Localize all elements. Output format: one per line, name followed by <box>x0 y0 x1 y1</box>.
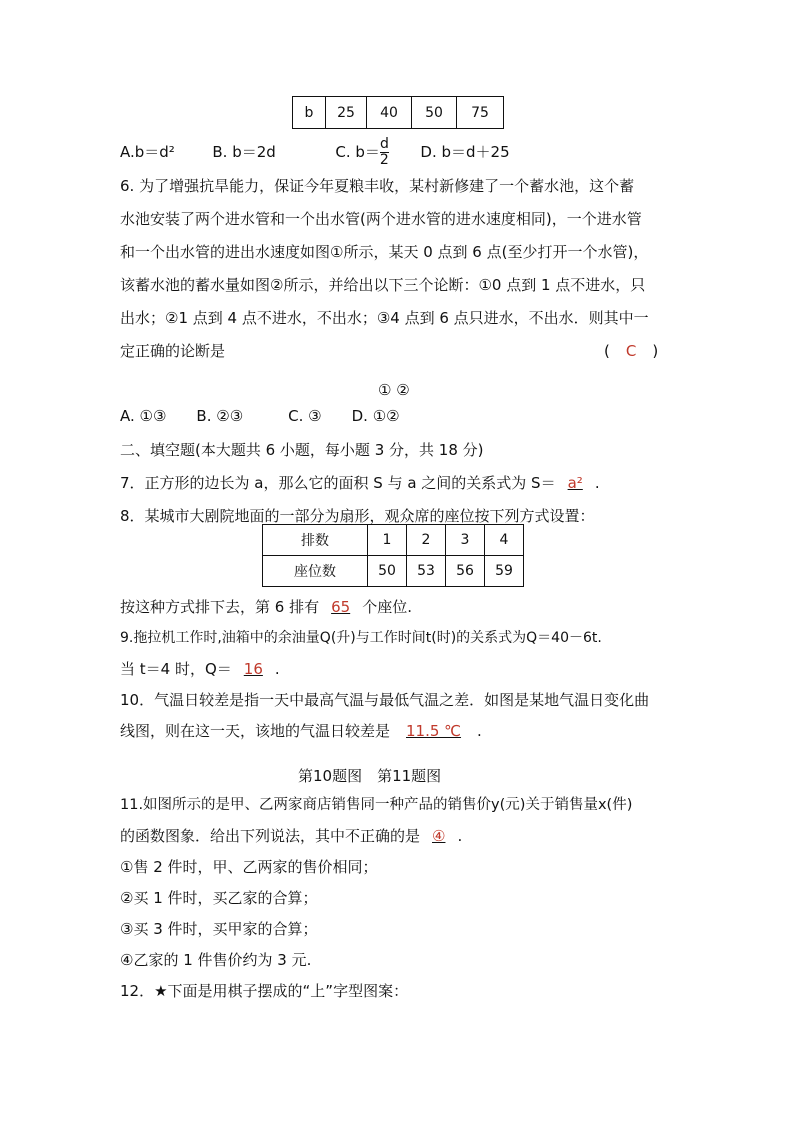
q6-last-line: 定正确的论断是 <box>120 342 226 360</box>
q8-cell: 50 <box>368 556 407 587</box>
q10-line: 10．气温日较差是指一天中最高气温与最低气温之差．如图是某地气温日变化曲 <box>120 691 650 709</box>
q5-options <box>120 136 510 168</box>
q8-cell: 4 <box>485 525 524 556</box>
q8-cell: 1 <box>368 525 407 556</box>
q5-cell: 50 <box>412 97 457 129</box>
q11-item: ④乙家的 1 件售价约为 3 元. <box>120 951 312 969</box>
q12: 12．★下面是用棋子摆成的“上”字型图案： <box>120 982 409 1000</box>
figure-captions: 第10题图 第11题图 <box>298 767 442 785</box>
q11-answer: ④ <box>432 827 446 845</box>
q5-option-b: B. b＝2d <box>212 143 276 161</box>
q5-option-d: D. b＝d＋25 <box>420 143 510 161</box>
q11-item: ②买 1 件时，买乙家的合算； <box>120 889 318 907</box>
q8-answer: 65 <box>331 598 351 616</box>
q11-item: ①售 2 件时，甲、乙两家的售价相同； <box>120 858 378 876</box>
q5-cell: 75 <box>457 97 504 129</box>
q6-options: A. ①③ B. ②③ C. ③ D. ①② <box>120 407 400 425</box>
q9-answer-line: 当 t＝4 时，Q＝ 16 . <box>120 660 280 678</box>
q6-line: 该蓄水池的蓄水量如图②所示，并给出以下三个论断：①0 点到 1 点不进水，只 <box>120 276 646 294</box>
q6-line: 和一个出水管的进出水速度如图①所示，某天 0 点到 6 点(至少打开一个水管)， <box>120 243 649 261</box>
q8-cell: 3 <box>446 525 485 556</box>
q8-cell: 53 <box>407 556 446 587</box>
q5-option-a: A.b＝d² <box>120 143 175 161</box>
q5-cell: b <box>293 97 326 129</box>
q11-item: ③买 3 件时，买甲家的合算； <box>120 920 318 938</box>
q5-cell: 25 <box>326 97 367 129</box>
q8-header-cell: 座位数 <box>263 556 368 587</box>
q7-answer: a² <box>567 474 583 492</box>
q5-table <box>292 96 504 129</box>
q6-line: 6. 为了增强抗旱能力，保证今年夏粮丰收，某村新修建了一个蓄水池，这个蓄 <box>120 177 635 195</box>
q5-cell: 40 <box>367 97 412 129</box>
q8-answer-line: 按这种方式排下去，第 6 排有 65 个座位. <box>120 598 412 616</box>
q10-answer-line: 线图，则在这一天，该地的气温日较差是 11.5 ℃ . <box>120 722 482 740</box>
q8-header-cell: 排数 <box>263 525 368 556</box>
q9-answer: 16 <box>243 660 263 678</box>
q6-line: 出水；②1 点到 4 点不进水，不出水；③4 点到 6 点只进水，不出水．则其中一 <box>120 309 649 327</box>
q6-line: 水池安装了两个进水管和一个出水管(两个进水管的进水速度相同)，一个进水管 <box>120 210 642 228</box>
section-heading: 二、填空题(本大题共 6 小题，每小题 3 分，共 18 分) <box>120 441 484 459</box>
q9-line: 9.拖拉机工作时,油箱中的余油量Q(升)与工作时间t(时)的关系式为Q＝40－6t. <box>120 630 602 646</box>
q5-option-c: C. b＝ $\frac{d}{2}$ <box>335 136 389 168</box>
q7: 7．正方形的边长为 a，那么它的面积 S 与 a 之间的关系式为 S＝ a² . <box>120 474 600 492</box>
q8-table <box>262 524 524 587</box>
q8-text: 8．某城市大剧院地面的一部分为扇形，观众席的座位按下列方式设置： <box>120 507 595 525</box>
q6-answer: ( C ) <box>604 342 659 360</box>
q8-cell: 56 <box>446 556 485 587</box>
q6-figure-labels: ① ② <box>378 381 410 399</box>
q10-answer: 11.5 ℃ <box>406 722 462 740</box>
q6-answer-value: C <box>625 342 637 360</box>
q11-line: 11.如图所示的是甲、乙两家商店销售同一种产品的销售价y(元)关于销售量x(件) <box>120 797 633 813</box>
q11-answer-line: 的函数图象．给出下列说法，其中不正确的是 ④ . <box>120 827 463 845</box>
q8-cell: 2 <box>407 525 446 556</box>
fraction-d-over-2: $\frac{d}{2}$ <box>379 136 389 168</box>
q8-cell: 59 <box>485 556 524 587</box>
